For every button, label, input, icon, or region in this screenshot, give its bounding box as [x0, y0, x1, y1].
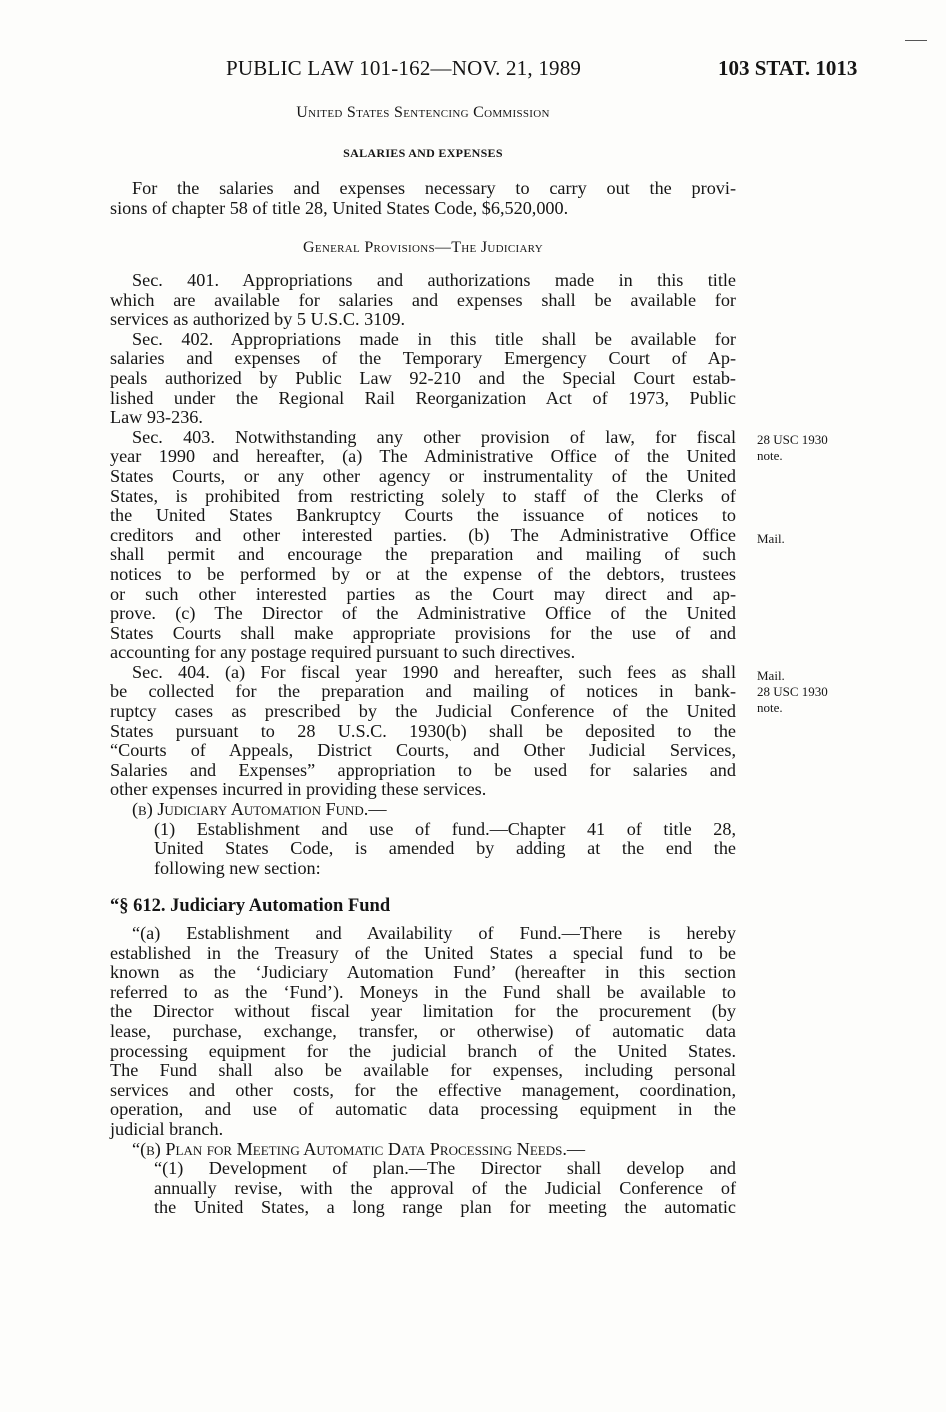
- text-line: services and other costs, for the effective management, coordination,: [110, 1079, 736, 1100]
- text-line: operation, and use of automatic data processing equipment in the: [110, 1099, 736, 1120]
- text-line: processing equipment for the judicial branch of the United States.: [110, 1040, 736, 1061]
- text-line: other expenses incurred in providing these services.: [110, 779, 487, 800]
- text-line: judicial branch.: [110, 1118, 224, 1139]
- salaries-paragraph: [110, 179, 736, 218]
- judiciary-automation-fund-line: (b) Judiciary Automation Fund.—: [132, 799, 387, 820]
- text-line: creditors and other interested parties. (b) The Administrative Office: [110, 524, 736, 545]
- text-line: annually revise, with the approval of the Judicial Conference of: [154, 1177, 736, 1198]
- sec-402-line: Sec. 402. Appropriations made in this title shall be available for: [132, 328, 736, 349]
- text-line: ruptcy cases as prescribed by the Judicial Conference of the United: [110, 701, 736, 722]
- margin-note-28-usc-1930-b: 28 USC 1930 note.: [757, 684, 828, 715]
- text-line: referred to as the ‘Fund’). Moneys in the Fund shall be available to: [110, 981, 736, 1002]
- section-612-heading: “§ 612. Judiciary Automation Fund: [110, 896, 391, 916]
- text-line: shall permit and encourage the preparation and mailing of such: [110, 544, 736, 565]
- text-line: peals authorized by Public Law 92-210 and the Special Court estab-: [110, 367, 736, 388]
- running-header-title: PUBLIC LAW 101-162—NOV. 21, 1989: [226, 56, 582, 80]
- margin-note-mail: Mail.: [757, 531, 785, 546]
- margin-note-mail-2: Mail.: [757, 668, 785, 683]
- margin-note-28-usc-1930: 28 USC 1930 note.: [757, 432, 828, 463]
- text-line: prove. (c) The Director of the Administrative Office of the United: [110, 603, 736, 624]
- text-line: the United States, a long range plan for meeting the automatic: [154, 1197, 736, 1218]
- text-line: States Courts, or any other agency or instrumentality of the United: [110, 465, 736, 486]
- text-line: year 1990 and hereafter, (a) The Administrative Office of the United: [110, 446, 736, 467]
- heading-sentencing-commission: United States Sentencing Commission: [296, 104, 550, 121]
- text-line: Salaries and Expenses” appropriation to be used for salaries and: [110, 759, 736, 780]
- heading-general-provisions: General Provisions—The Judiciary: [303, 239, 543, 256]
- text-line: notices to be performed by or at the expense of the debtors, trustees: [110, 563, 736, 584]
- text-line: following new section:: [154, 857, 321, 878]
- subsection-b-line: “(b) Plan for Meeting Automatic Data Processing Needs.—: [132, 1138, 586, 1159]
- text-line: the Director without fiscal year limitation for the procurement (by: [110, 1001, 736, 1022]
- text-line: United States Code, is amended by adding at the end the: [154, 838, 736, 859]
- sec-401-line: Sec. 401. Appropriations and authorizations made in this title: [132, 270, 736, 290]
- text-line: lished under the Regional Rail Reorganization Act of 1973, Public: [110, 387, 736, 408]
- text-line: States pursuant to 28 U.S.C. 1930(b) shall be deposited to the: [110, 720, 736, 741]
- text-line: which are available for salaries and expenses shall be available for: [110, 289, 736, 310]
- text-line: services as authorized by 5 U.S.C. 3109.: [110, 309, 405, 330]
- heading-salaries-expenses: SALARIES AND EXPENSES: [343, 146, 503, 160]
- text-line: lease, purchase, exchange, transfer, or otherwise) of automatic data: [110, 1020, 736, 1041]
- sec-404-line: Sec. 404. (a) For fiscal year 1990 and hereafter, such fees as shall: [132, 661, 736, 682]
- text-line: established in the Treasury of the United States a special fund to be: [110, 942, 736, 963]
- text-line: For the salaries and expenses necessary to carry out the provi-: [132, 178, 736, 198]
- general-provisions-body: [110, 271, 736, 878]
- text-line: States, is prohibited from restricting solely to staff of the Clerks of: [110, 485, 736, 506]
- text-line: States Courts shall make appropriate provisions for the use of and: [110, 622, 736, 643]
- subsection-a-line: “(a) Establishment and Availability of Fund.—There is hereby: [132, 923, 736, 943]
- text-line: or such other interested parties as the Court may direct and ap-: [110, 583, 736, 604]
- establishment-use-line: (1) Establishment and use of fund.—Chapter 41 of title 28,: [154, 818, 736, 839]
- section-612-body: [110, 924, 736, 1218]
- text-line: salaries and expenses of the Temporary Emergency Court of Ap-: [110, 348, 736, 369]
- text-line: the United States Bankruptcy Courts the issuance of notices to: [110, 505, 736, 526]
- text-line: “Courts of Appeals, District Courts, and Other Judicial Services,: [110, 740, 736, 761]
- text-line: known as the ‘Judiciary Automation Fund’ (hereafter in this section: [110, 962, 736, 983]
- text-line: be collected for the preparation and mailing of notices in bank-: [110, 681, 736, 702]
- scan-mark: [905, 40, 927, 41]
- text-line: sions of chapter 58 of title 28, United States Code, $6,520,000.: [110, 197, 569, 218]
- text-line: Law 93-236.: [110, 407, 203, 428]
- text-line: The Fund shall also be available for expenses, including personal: [110, 1060, 736, 1081]
- text-line: accounting for any postage required pursuant to such directives.: [110, 642, 576, 663]
- development-of-plan-line: “(1) Development of plan.—The Director shall develop and: [154, 1158, 736, 1179]
- running-header-stat: 103 STAT. 1013: [718, 56, 858, 80]
- sec-403-line: Sec. 403. Notwithstanding any other provision of law, for fiscal: [132, 426, 736, 447]
